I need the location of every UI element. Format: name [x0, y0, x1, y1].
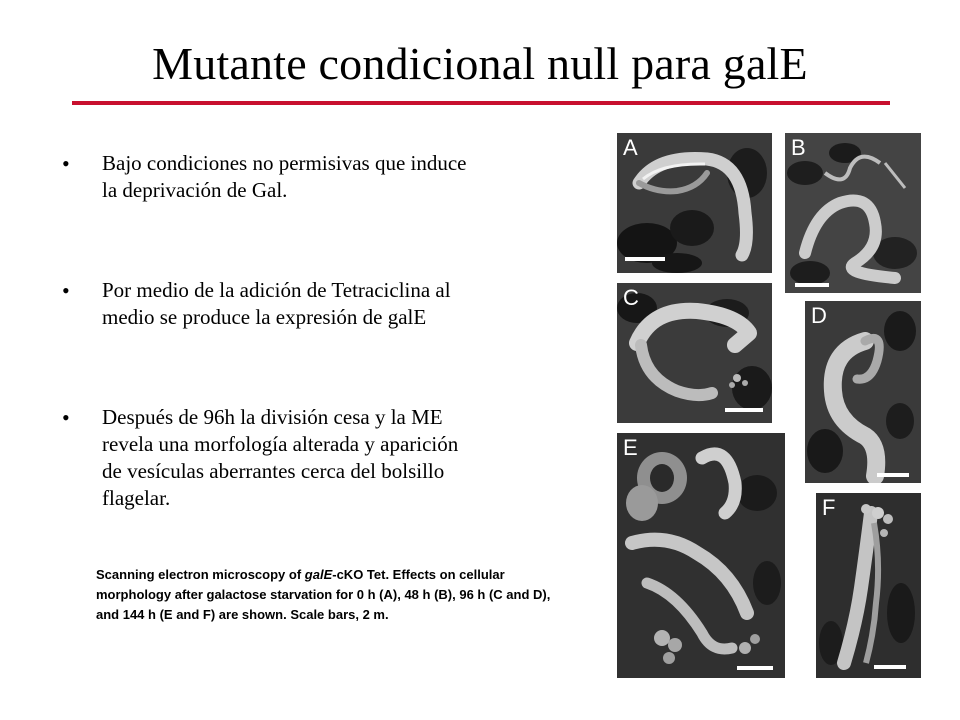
figure-caption [96, 565, 566, 625]
slide-title: Mutante condicional null para galE [152, 38, 808, 89]
scale-bar [795, 283, 829, 287]
panel-e [617, 433, 785, 678]
bullet-marker: • [62, 151, 70, 176]
scale-bar [737, 666, 773, 670]
panel-c-image [617, 283, 772, 423]
panel-label: C [623, 285, 639, 310]
caption-gene: galE [304, 567, 333, 582]
panel-label: B [791, 135, 806, 160]
bullet-text: Después de 96h la división cesa y la ME revela una morfología alterada y aparición de vesículas aberrantes cerca del bolsillo flagelar. [102, 405, 459, 510]
bullet-text: Por medio de la adición de Tetraciclina al medio se produce la expresión de galE [102, 278, 451, 329]
scale-bar [725, 408, 763, 412]
bullet-marker: • [62, 278, 70, 303]
bullet-marker: • [62, 405, 70, 430]
caption-prefix: Scanning electron microscopy of [96, 567, 305, 582]
scale-bar [625, 257, 665, 261]
panel-label: E [623, 435, 638, 460]
panel-label: D [811, 303, 827, 328]
panel-e-image [617, 433, 785, 678]
panel-d [805, 301, 921, 483]
title-underline [72, 101, 890, 105]
scale-bar [877, 473, 909, 477]
scale-bar [874, 665, 906, 669]
panel-label: F [822, 495, 836, 520]
bullet-text: Bajo condiciones no permisivas que induce la deprivación de Gal. [102, 151, 467, 202]
panel-b [785, 133, 921, 293]
panel-a-image [617, 133, 772, 273]
panel-a [617, 133, 772, 273]
panel-label: A [623, 135, 638, 160]
panel-f [816, 493, 921, 678]
caption-suffix: -cKO Tet. Effects on cellular morphology after galactose starvation for 0 h (A), 48 h (B), 96 h (C and D), and 144 h (E and F) are shown. Scale bars, 2 m. [96, 567, 551, 622]
microscopy-figure [613, 133, 923, 678]
panel-c [617, 283, 772, 423]
